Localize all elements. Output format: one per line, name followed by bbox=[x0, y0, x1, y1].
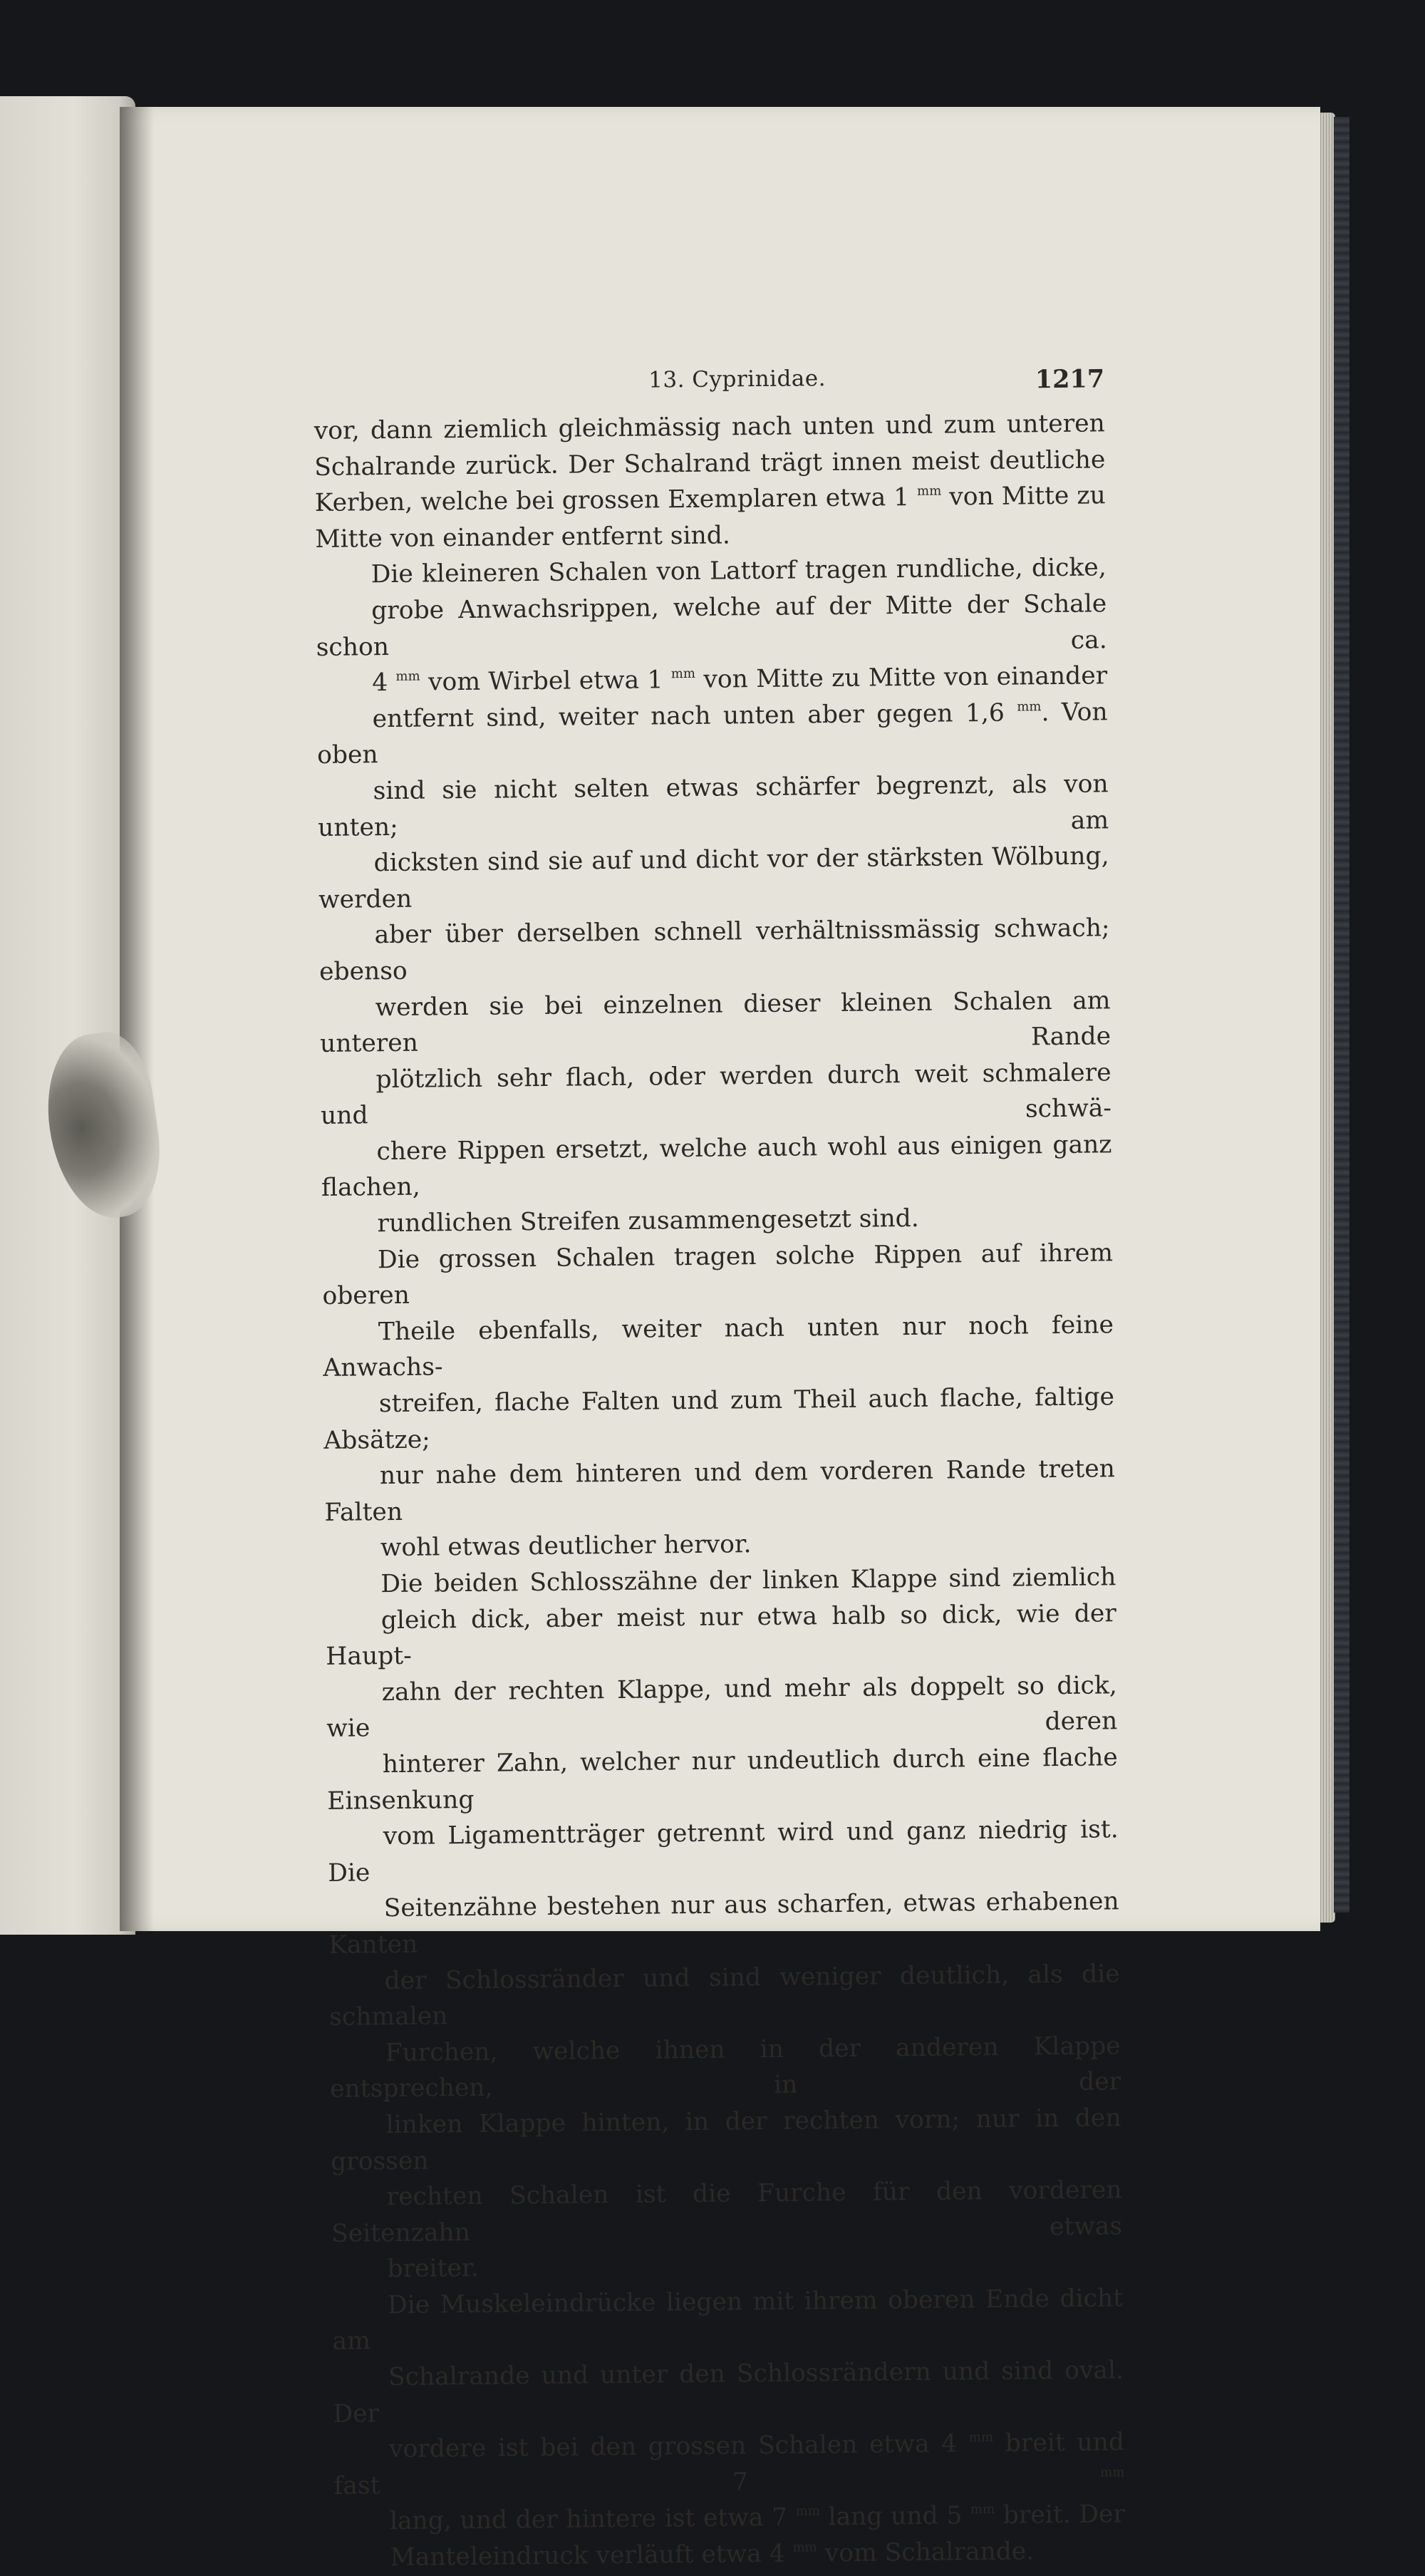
text-line: vor, dann ziemlich gleichmässig nach unten und zum unteren bbox=[314, 409, 1105, 445]
paragraph bbox=[332, 2280, 1126, 2576]
text-line: chere Rippen ersetzt, welche auch wohl aus einigen ganz flachen, bbox=[321, 1130, 1112, 1203]
text-line: rundlichen Streifen zusammengesetzt sind. bbox=[377, 1204, 919, 1238]
text-line: Die beiden Schlosszähne der linken Klappe sind ziemlich bbox=[380, 1563, 1116, 1599]
text-line: rechten Schalen ist die Furche für den vorderen Seitenzahn etwas bbox=[331, 2176, 1123, 2248]
text-line: wohl etwas deutlicher hervor. bbox=[380, 1530, 752, 1563]
body-text bbox=[314, 405, 1126, 2576]
text-line: breiter. bbox=[387, 2254, 479, 2284]
paragraph bbox=[314, 405, 1107, 557]
text-line: der Schlossränder und sind weniger deutlich, als die schmalen bbox=[328, 1959, 1120, 2032]
text-line: Die grossen Schalen tragen solche Rippen auf ihrem oberen bbox=[322, 1238, 1114, 1311]
text-line: Furchen, welche ihnen in der anderen Klappe entsprechen, in der bbox=[329, 2031, 1121, 2104]
text-line: Die Muskeleindrücke liegen mit ihrem oberen Ende dicht am bbox=[332, 2284, 1124, 2357]
text-line: Schalrande und unter den Schlossrändern und sind oval. Der bbox=[333, 2356, 1124, 2428]
text-line: Kerben, welche bei grossen Exemplaren etwa 1 $^{mm}$ von Mitte zu bbox=[314, 481, 1106, 518]
running-head bbox=[314, 363, 1105, 413]
book-cover-edge bbox=[1334, 117, 1349, 1913]
text-line: Mitte von einander entfernt sind. bbox=[315, 521, 731, 554]
paragraph bbox=[322, 1235, 1116, 1567]
text-line: gleich dick, aber meist nur etwa halb so dick, wie der Haupt- bbox=[326, 1598, 1116, 1672]
paragraph bbox=[316, 550, 1113, 1243]
text-line: plötzlich sehr flach, oder werden durch weit schmalere und schwä- bbox=[320, 1057, 1112, 1131]
text-line: vom Ligamentträger getrennt wird und ganz niedrig ist. Die bbox=[328, 1815, 1119, 1888]
text-line: lang, und der hintere ist etwa 7 $^{mm}$ lang und 5 $^{mm}$ breit. Der bbox=[389, 2500, 1126, 2536]
text-line: hinterer Zahn, welcher nur undeutlich durch eine flache Einsenkung bbox=[327, 1743, 1118, 1816]
text-line: Seitenzähne bestehen nur aus scharfen, etwas erhabenen Kanten bbox=[328, 1887, 1119, 1960]
text-line: grobe Anwachsrippen, welche auf der Mitte der Schale schon ca. bbox=[316, 589, 1107, 662]
text-line: nur nahe dem hinteren und dem vorderen Rande treten Falten bbox=[324, 1454, 1116, 1527]
text-line: entfernt sind, weiter nach unten aber gegen 1,6 $^{mm}$. Von oben bbox=[316, 698, 1108, 770]
text-line: Schalrande zurück. Der Schalrand trägt innen meist deutliche bbox=[314, 445, 1106, 482]
page-number: 1217 bbox=[1035, 364, 1105, 395]
text-line: aber über derselben schnell verhältnissmässig schwach; ebenso bbox=[318, 914, 1110, 986]
text-line: sind sie nicht selten etwas schärfer begrenzt, als von unten; am bbox=[317, 770, 1109, 842]
text-line: streifen, flache Falten und zum Theil auch flache, faltige Absätze; bbox=[323, 1382, 1115, 1455]
text-line: zahn der rechten Klappe, und mehr als doppelt so dick, wie deren bbox=[326, 1671, 1118, 1744]
gutter-shadow bbox=[120, 107, 154, 1931]
page-text bbox=[314, 363, 1126, 2576]
text-line: 4 $^{mm}$ vom Wirbel etwa 1 $^{mm}$ von Mitte zu Mitte von einander bbox=[372, 661, 1108, 698]
left-facing-page bbox=[0, 96, 135, 1935]
text-line: werden sie bei einzelnen dieser kleinen Schalen am unteren Rande bbox=[319, 986, 1112, 1059]
text-line: Theile ebenfalls, weiter nach unten nur noch feine Anwachs- bbox=[323, 1310, 1114, 1383]
text-line: linken Klappe hinten, in der rechten vorn; nur in den grossen bbox=[330, 2104, 1121, 2176]
text-line: dicksten sind sie auf und dicht vor der stärksten Wölbung, werden bbox=[318, 842, 1109, 914]
running-title: 13. Cyprinidae. bbox=[648, 366, 826, 393]
text-line: Manteleindruck verläuft etwa 4 $^{mm}$ vom Schalrande. bbox=[390, 2537, 1035, 2572]
text-line: vordere ist bei den grossen Schalen etwa 4 $^{mm}$ breit und fast 7 $^{mm}$ bbox=[333, 2428, 1125, 2500]
paragraph bbox=[325, 1559, 1123, 2287]
text-line: Die kleineren Schalen von Lattorf tragen rundliche, dicke, bbox=[370, 553, 1107, 589]
